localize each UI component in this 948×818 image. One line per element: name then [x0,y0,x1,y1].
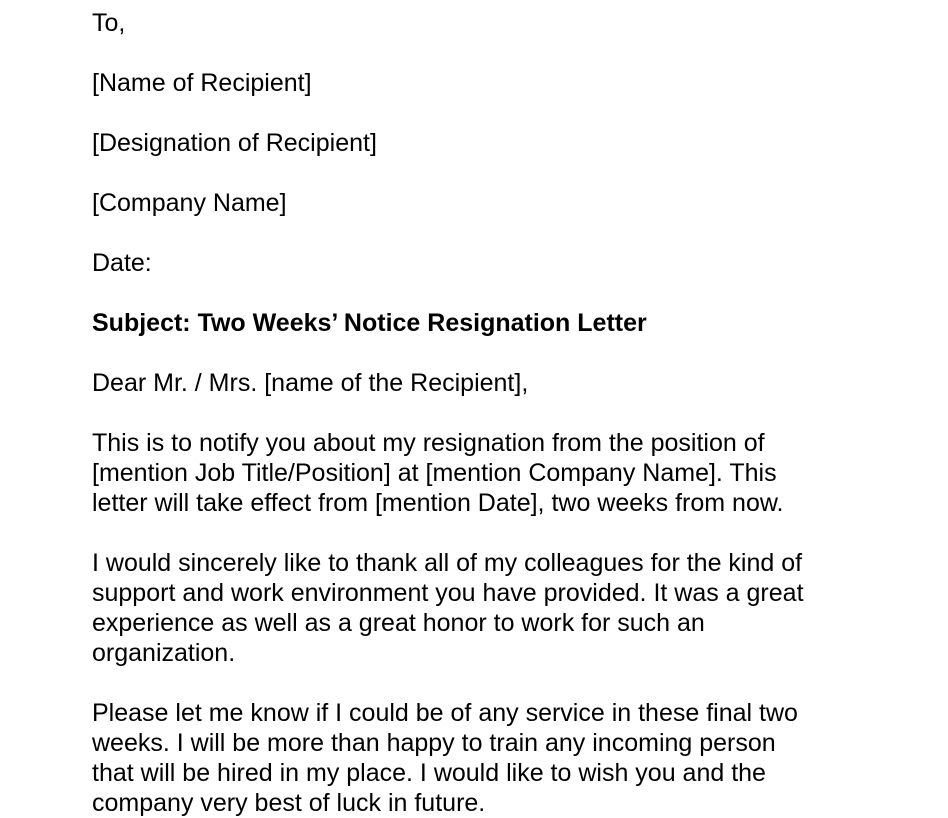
spacer [92,518,912,548]
letter-date: Date: [92,249,152,277]
spacer [92,158,912,188]
body-paragraph-3 [92,698,912,818]
paragraph-line: experience as well as a great honor to work for such an [92,609,705,637]
paragraph-line: organization. [92,639,236,667]
spacer [92,398,912,428]
spacer [92,278,912,308]
spacer [92,38,912,68]
spacer [92,98,912,128]
spacer [92,218,912,248]
letter-subject: Subject: Two Weeks’ Notice Resignation Letter [92,309,647,337]
paragraph-line: I would sincerely like to thank all of my colleagues for the kind of [92,549,803,577]
paragraph-line: Please let me know if I could be of any service in these final two [92,699,798,727]
paragraph-line: [mention Job Title/Position] at [mention Company Name]. This [92,459,777,487]
paragraph-line: company very best of luck in future. [92,789,486,817]
letter-salutation: Dear Mr. / Mrs. [name of the Recipient], [92,369,529,397]
paragraph-line: letter will take effect from [mention Date], two weeks from now. [92,489,784,517]
spacer [92,338,912,368]
resignation-letter [92,8,912,818]
company-name: [Company Name] [92,189,287,217]
paragraph-line: that will be hired in my place. I would like to wish you and the [92,759,766,787]
recipient-designation: [Designation of Recipient] [92,129,377,157]
paragraph-line: This is to notify you about my resignation from the position of [92,429,765,457]
letter-to: To, [92,9,126,37]
body-paragraph-1 [92,428,912,518]
recipient-name: [Name of Recipient] [92,69,312,97]
spacer [92,668,912,698]
body-paragraph-2 [92,548,912,668]
paragraph-line: support and work environment you have provided. It was a great [92,579,804,607]
paragraph-line: weeks. I will be more than happy to train any incoming person [92,729,776,757]
